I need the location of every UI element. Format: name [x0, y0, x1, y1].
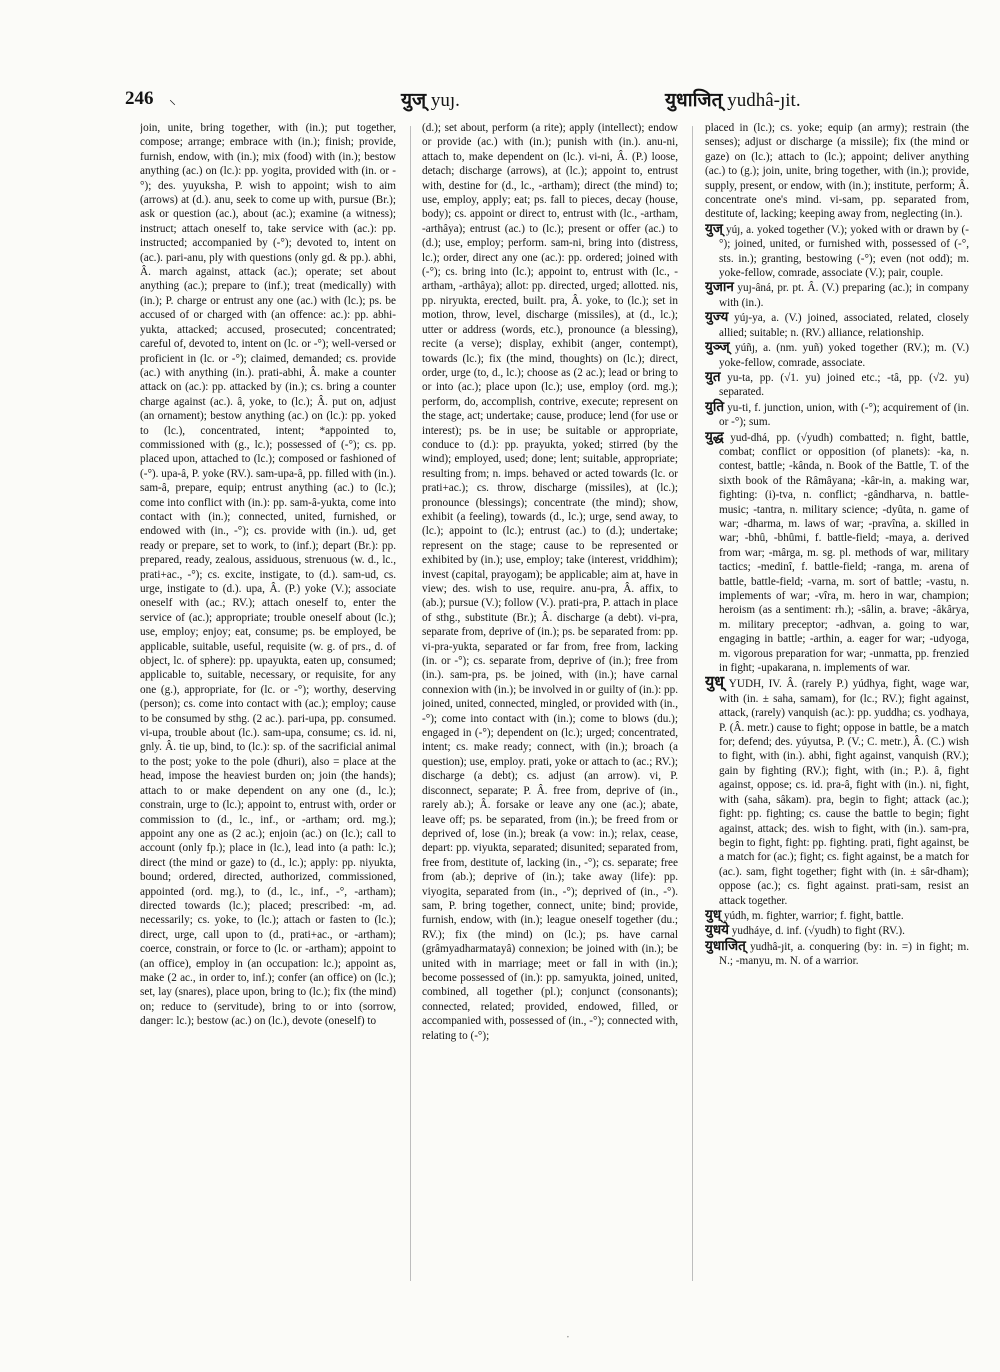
entry-definition: yu-ta, pp. (√1. yu) joined etc.; -tâ, pp. (√2. yu) separated.: [719, 371, 969, 399]
dictionary-entry: [705, 222, 969, 281]
entry-definition: yu-ti, f. junction, union, with (-°); acquirement of (in. or -°); sum.: [719, 401, 969, 429]
entry-headword-devanagari: युजान: [705, 279, 734, 296]
right-running-head-roman: yudhâ-ȷit.: [727, 90, 801, 111]
entry-definition: yúȷ-ya, a. (V.) joined, associated, related, closely allied; suitable; n. (RV.) alliance, relationship.: [719, 312, 969, 339]
entry-headword-devanagari: युद्ध: [705, 428, 724, 445]
left-running-head-roman: yuȷ.: [430, 90, 460, 111]
page-number: 246: [125, 88, 154, 109]
column-divider-2: [692, 126, 693, 1281]
entry-definition: yudhâ-ȷit, a. conquering (by: in. =) in fight; m. N.; -manyu, m. N. of a warrior.: [719, 940, 969, 968]
entry-headword-devanagari: युध्: [705, 672, 725, 692]
column-2-text: (d.); set about, perform (a rite); apply (intellect); endow or provide (ac.) with (in.); punish with (in.). anu-ni, attach to, make dependent on (lc.). vi-ni, Â. (P.) loose, detach; discharge (arrows), at (lc.); appoint to, entrust with, destine for (d., lc., -artham); direct (the mind) to; use, employ, apply; eat; ps. fall to pieces, decay (house, body); cs. appoint or direct to, entrust with (lc., -artham, -arthâya); entrust (ac.) to (lc.); present or offer (ac.) to (d.); use, employ; perform. sam-ni, bring into (distress, lc.); order, direct any one (ac.): pp. ordered; joined with (-°); cs. bring into (lc.); appoint to, entrust with (lc., -artham, -arthâya); allot: pp. directed, urged; allotted. nis, pp. niryukta, erected, built. pra, Â. yoke, to (lc.); set in motion, throw, level, discharge (missiles), at (d., lc.); utter or address (words, etc.), pronounce (a blessing), recite (a verse); display, exhibit (anger, contempt), towards (lc.); fix (the mind, thoughts) on (lc.); direct, order, urge (to, d., lc.); choose as (2 ac.); lead or bring to or into (ac.); place upon (lc.); use, employ (ord. mg.); perform, do, accomplish, contrive, execute; represent on the stage, act; undertake; cause, produce; lend (for use or interest); ps. be in use; be suitable or appropriate, conduce to (d.): pp. prayukta, yoked; stirred (by the wind); employed, used; done; lent; suitable, appropriate; resulting from; n. imps. behaved or acted towards (lc. or prati+ac.); cs. throw, discharge (missiles), at (lc.); pronounce (blessings); concentrate (the mind); show, exhibit (a feeling), towards (d., lc.); urge, send away, to (lc.); appoint to (lc.); entrust (ac.) to (d.); undertake; represent on the stage; cause to be represented or exhibited by (in.); use, employ; take (interest, vriddhim); invest (capital, prayogam); be applicable; aim at, have in view; des. wish to use, require. anu-pra, Â. affix, to (ab.); pursue (V.); follow (V.). prati-pra, P. attach in place of sthg., substitute (Br.); Â. discharge (a debt). vi-pra, separate from, deprive of (in.); ps. be separated from: pp. vi-pra-yukta, separated or far from, free from, lacking (in. or -°); cs. separate from, deprive of (in.); free from (in.). sam-pra, ps. be joined, with (in.); have carnal connexion with (in.); be involved in or guilty of (in.): pp. joined, united, connected, mingled, or provided with (in., -°); come into contact with (in.); come to blows (du.); engaged in (-°); dependent on (lc.); urged; concentrated, intent; cs. make ready; connect, with (in.); broach (a question); use, employ. prati, yoke or attach to (ac.; RV.); discharge (a debt); cs. adjust (an arrow). vi, P. disconnect, separate; P. Â. free from, deprive of (in., rarely ab.); Â. forsake or leave any one (ac.); abate, leave off; ps. be separated, from (in.); be freed from or deprived of, lose (in.); break (a vow: in.); relax, cease, depart: pp. viyukta, separated; disunited; separated from, free from, destitute of, lacking (in., -°); cs. separate; free from (ab.); deprive of (in.); take away (life): pp. viyogita, separated from (in., -°); deprived of (in., -°). sam, P. bring together, connect, unite; bind; provide, furnish, endow, with (in.); league oneself together (du.; RV.); fix (the mind) on (lc.); ps. have carnal (grâmyadharmatayâ) connexion; be joined with (in.); be united with in marriage; meet or fall in with (in.); become possessed of (in.): pp. samyukta, joined, united, combined, all together (pl.); conjunct (consonants); connected, related; provided, endowed, filled, or accompanied with, possessed of (in., -°); connected with, relating to (-°);: [422, 122, 678, 1042]
entry-definition: yúȷ, a. yoked together (V.); yoked with or drawn by (-°); joined, united, or furnished with, possessed of (-°, sts. in.); granting, bestowing (-°); even (not odd); m. yoke-fellow, comrade, associate (V.); pair, couple.: [719, 223, 969, 280]
entry-headword-devanagari: युत: [705, 368, 721, 385]
left-running-head-devanagari: युज्: [401, 89, 427, 111]
entry-headword-devanagari: युञ्ज्: [705, 339, 730, 356]
dictionary-entry: [705, 340, 969, 370]
left-running-head: [401, 86, 460, 112]
column-3-entries: [705, 222, 969, 969]
dictionary-entry: [705, 280, 969, 310]
dictionary-entry: [705, 923, 969, 938]
column-3: [705, 121, 969, 1296]
entry-definition: yudháye, d. inf. (√yudh) to fight (RV.).: [731, 925, 905, 938]
entry-headword-devanagari: युध्: [705, 906, 722, 923]
dictionary-entry: [705, 310, 969, 340]
right-running-head-devanagari: युधाजित्: [665, 89, 723, 111]
dictionary-entry: [705, 672, 969, 908]
dictionary-entry: [705, 908, 969, 923]
entry-headword-devanagari: युति: [705, 398, 725, 415]
dictionary-entry: [705, 430, 969, 676]
column-divider-1: [410, 126, 411, 1281]
entry-headword-devanagari: युज्य: [705, 309, 729, 326]
entry-headword-devanagari: युज्: [705, 220, 723, 237]
dictionary-entry: [705, 400, 969, 430]
entry-definition: yud-dhá, pp. (√yudh) combatted; n. fight, battle, combat; conflict or opposition (of planets): -ka, n. contest, battle; -kânda, n. Book of the Battle, T. of the sixth book of the Râmâyana; -kâr-in, a. making war, fighting: (i)-tva, n. conflict; -gândharva, n. battle-music; -tantra, n. military science; -dyûta, n. game of war; -dharma, m. laws of war; -pravîna, a. skilled in war; -bhû, -bhûmi, f. battle-field; -maya, a. derived from war; -mârga, m. sg. pl. methods of war, military tactics; -medinî, f. battle-field; -ranga, m. arena of battle, battle-field; -varna, m. sort of battle; -vastu, n. implements of war; -vîra, m. hero in war, champion; heroism (as a sentiment: rh.); -sâlin, a. brave; -âkârya, m. military preceptor; -adhvan, a. going to war, engaging in battle; -arthin, a. eager for war; -udyoga, m. vigorous preparation for war; -unmatta, pp. frenzied in fight; -upakarana, n. implements of war.: [719, 431, 969, 675]
entry-definition: yuȷ-âná, pr. pt. Â. (V.) preparing (ac.); in company with (in.).: [719, 282, 969, 309]
column-2: [422, 121, 678, 1296]
entry-headword-devanagari: युधाजित्: [705, 937, 746, 954]
page-header: [125, 84, 895, 118]
column-1-text: join, unite, bring together, with (in.); put together, compose; arrange; embrace with (in.); finish; provide, furnish, endow, with (in.); mix (food) with (in.); bestow anything (ac.) on (lc.): pp. yogita, provided with (in. or -°); des. yuyuksha, P. wish to appoint; wish to aim (arrows) at (d.). anu, seek to come up with, pursue (Br.); ask or question (ac.), about (ac.); examine (a witness); instruct; attach oneself to, take service with (ac.): pp. instructed; accompanied by (-°); devoted to, intent on (ac.). pari-anu, ply with questions (only gd. & pp.). abhi, Â. march against, attack (ac.); operate; set about anything (ac.); prepare to (inf.); treat (medically) with (in.); P. charge or entrust any one (ac.) with (lc.); ps. be accused of or charged with (an offence: ac.): pp. abhi-yukta, attacked; accused, prosecuted; concentrated; careful of, devoted to, intent on (lc. or -°); well-versed or proficient in (lc. or -°); claimed, demanded; cs. provide (ac.) with anything (in.). prati-abhi, Â. make a counter attack on (ac.): pp. attacked by (in.); cs. bring a counter charge against (ac.). â, yoke, to (lc.); Â. put on, adjust (an ornament); bestow anything (ac.) on (lc.): pp. yoked to (lc.), concentrated, intent; *appointed to, commissioned with (g., lc.); possessed of (-°); cs. pp. placed upon, attached to (lc.); composed or fashioned of (-°). upa-â, P. yoke (RV.). sam-upa-â, pp. filled with (in.). sam-â, prepare, equip; entrust anything (ac.) to (lc.); come into conflict with (in.): pp. sam-â-yukta, come into contact with (in.); connected, united, furnished, or endowed with (in., -°); cs. provide with (in.). ud, get ready or prepare, set to work, to (inf.); depart (Br.): pp. prepared, ready, zealous, assiduous, strenuous (w. d., lc., prati+ac., -°); cs. excite, instigate, to (d.). sam-ud, cs. urge, instigate to (d.). upa, Â. (P.) yoke (V.); associate oneself with (ac.; RV.); attach oneself to, enter the service of (ac.); appropriate; trouble oneself about (lc.); use, employ; enjoy; eat, consume; ps. be employed, be applicable, suitable, useful, requisite (w. g. of prs., d. of object, lc. of sphere): pp. upayukta, eaten up, consumed; applicable to, suitable, necessary, or requisite, for any one (g.), appropriate, for (lc. or -°); worthy, deserving (person); cs. come into contact with (ac.); employ; cause to be consumed by sthg. (2 ac.). pari-upa, pp. consumed. vi-upa, trouble about (lc.). sam-upa, consume; cs. id. ni, gnly. Â. tie up, bind, to (lc.): sp. of the sacrificial animal to the post; yoke to the pole (dhuri), also = place at the head, impose the heaviest burden on; join (the hands); attach to or make dependent on any one (d., lc.); constrain, urge to (lc.); appoint to, entrust with, order or commission to (d., lc., inf., or -artham; ord. mg.); appoint any one as (2 ac.); enjoin (ac.) on (lc.); call to account (only fp.); place in (lc.), lead into (a path: lc.); direct (the mind or gaze) to (d., lc.); apply: pp. niyukta, bound; ordered, directed, authorized, commissioned, appointed (ord. mg.), to (d., lc., inf., -°, -artham); directed towards (lc.); placed; prescribed: -m, ad. necessarily; cs. yoke, to (lc.); attach or fasten to (lc.); direct, urge, call upon to (d., prati+ac., or -artham); coerce, constrain, or force to (lc. or -artham); appoint to (an office), employ in (an occupation: lc.); appoint as, make (2 ac., in order to, inf.); confer (an office) on (lc.); set, lay (snares), place upon, bring to (lc.); fix (the mind) on; reduce to (servitude), bring to or into (sorrow, danger: lc.); bestow (ac.) on (lc.), devote (oneself) to: [140, 122, 396, 1028]
entry-definition: yúdh, m. fighter, warrior; f. fight, battle.: [723, 909, 904, 922]
entry-definition: yúñȷ, a. (nm. yuñ) yoked together (RV.); m. (V.) yoke-fellow, comrade, associate.: [719, 342, 969, 369]
column-1: [140, 121, 396, 1296]
column-3-continuation: placed in (lc.); cs. yoke; equip (an army); restrain (the senses); adjust or discharge (a missile); fix (the mind or gaze) on (lc.); attach to (lc.); appoint; deliver anything (ac.) to (g.); join, unite, bring together, with (in.); provide, supply, present, or endow, with (in.); institute, perform; Â. concentrate one's mind. vi-sam, pp. separated from, destitute of, lacking; keeping away from, neglecting (in.).: [705, 122, 969, 221]
dictionary-entry: [705, 939, 969, 969]
entry-headword-devanagari: युधये: [705, 922, 729, 939]
entry-definition: YUDH, IV. Â. (rarely P.) yúdhya, fight, wage war, with (in. ± saha, samam), for (lc.; RV.); fight against, attack, (rarely) vanquish (ac.): pp. yuddha; cs. yodhaya, P. (Â. metr.) cause to fight; oppose in battle, be a match for; defend; des. yúyutsa, P. (V.; C. metr.), Â. (C.) wish to fight, with (in.). abhi, fight against, vanquish (RV.); gain by fighting (RV.); fight, with (in.; P.). â, fight against, oppose; cs. id. pra-â, fight with (in.). ni, fight, with (saha, sâkam). pra, begin to fight; attack (ac.); fight: pp. fighting; cs. cause the battle to begin; fight against, attack; des. wish to fight, with (in.). sam-pra, begin to fight, fight: pp. fighting. prati, fight against, be a match for (ac.); fight; cs. fight against, be a match for (ac.). sam, fight together; fight with (in. ± sâr-dham); oppose (ac.); cs. fight against. prati-sam, resist an attack together.: [719, 678, 969, 907]
scan-speck: ·: [566, 1330, 570, 1344]
dictionary-entry: [705, 370, 969, 400]
header-tick-mark: ⸜: [169, 92, 176, 108]
right-running-head: [665, 86, 801, 112]
